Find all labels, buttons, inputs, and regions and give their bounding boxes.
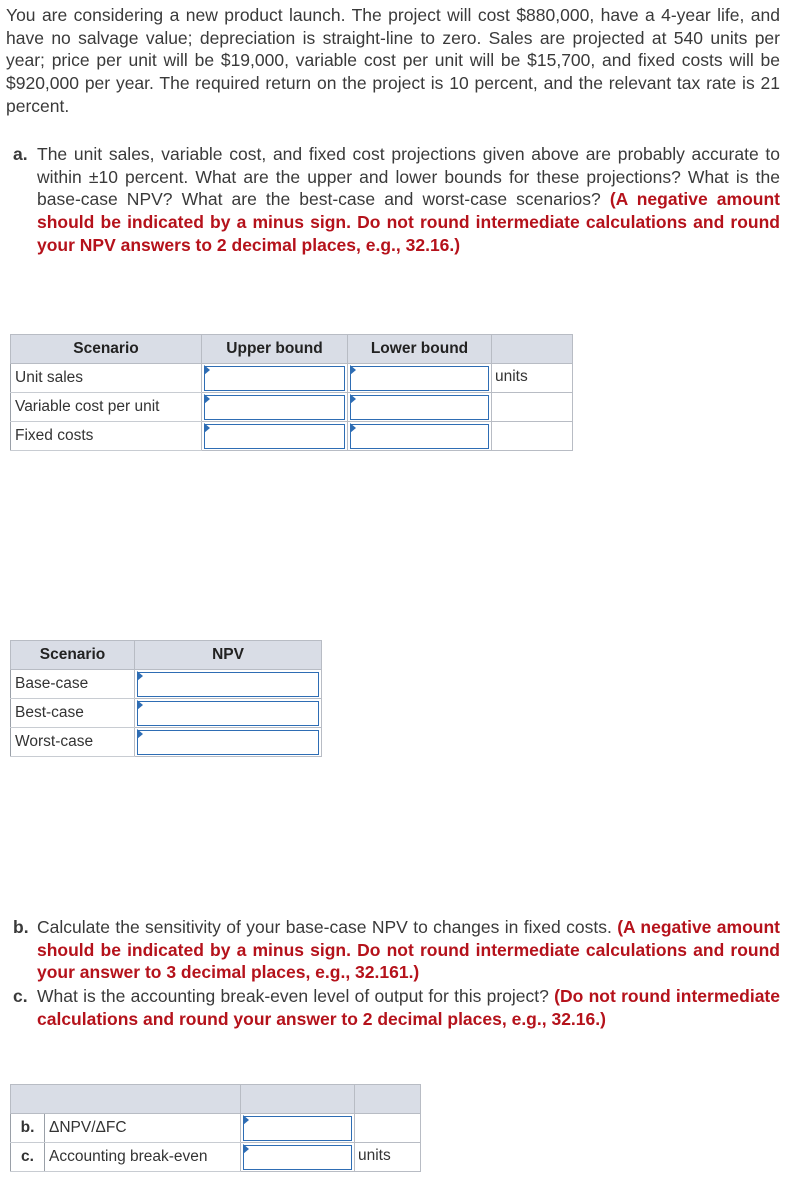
header-upper-bound: Upper bound bbox=[202, 335, 348, 364]
input-marker-icon bbox=[350, 365, 356, 375]
input-marker-icon bbox=[243, 1115, 249, 1125]
header-lower-bound: Lower bound bbox=[348, 335, 492, 364]
part-a-label: a. bbox=[13, 144, 28, 164]
header-units-blank bbox=[492, 335, 573, 364]
table-row bbox=[11, 1114, 421, 1143]
npv-header-npv: NPV bbox=[135, 641, 322, 670]
row-label-base-case: Base-case bbox=[11, 670, 135, 699]
part-b-label: b. bbox=[13, 917, 29, 937]
npv-table bbox=[10, 640, 322, 757]
delta-npv-fc-input[interactable] bbox=[243, 1116, 352, 1141]
question-part-b bbox=[13, 916, 780, 984]
table-row bbox=[11, 364, 573, 393]
table-row bbox=[11, 670, 322, 699]
answer-header-unit-blank bbox=[355, 1085, 421, 1114]
table-row bbox=[11, 728, 322, 757]
table-row bbox=[11, 1143, 421, 1172]
question-part-c bbox=[13, 985, 780, 1030]
table-row bbox=[11, 393, 573, 422]
row-label-fixed-costs: Fixed costs bbox=[11, 422, 202, 451]
row-label-unit-sales: Unit sales bbox=[11, 364, 202, 393]
unit-sales-lower-input[interactable] bbox=[350, 366, 489, 391]
fixed-costs-unit bbox=[492, 422, 573, 451]
input-marker-icon bbox=[204, 423, 210, 433]
problem-statement: You are considering a new product launch. The project will cost $880,000, have a 4-year life, and have no salvage value; depreciation is straight-line to zero. Sales are projected at 540 units per year; price per unit will be $19,000, variable cost per unit will be $15,700, and fixed costs will be $920,000 per year. The required return on the project is 10 percent, and the relevant tax rate is 21 percent. bbox=[6, 5, 780, 116]
variable-cost-upper-input[interactable] bbox=[204, 395, 345, 420]
part-b-instruction: (A negative amount should be indicated by a minus sign. Do not round intermediate calculations and round your answer to 3 decimal places, e.g., 32.161.) bbox=[37, 917, 780, 983]
row-letter-c: c. bbox=[11, 1143, 45, 1172]
row-label-best-case: Best-case bbox=[11, 699, 135, 728]
input-marker-icon bbox=[137, 700, 143, 710]
answer-header-value-blank bbox=[241, 1085, 355, 1114]
row-label-variable-cost: Variable cost per unit bbox=[11, 393, 202, 422]
unit-sales-upper-input[interactable] bbox=[204, 366, 345, 391]
input-marker-icon bbox=[204, 394, 210, 404]
table-row bbox=[11, 699, 322, 728]
row-label-delta-npv: ΔNPV/ΔFC bbox=[45, 1114, 241, 1143]
row-label-break-even: Accounting break-even bbox=[45, 1143, 241, 1172]
delta-npv-unit bbox=[355, 1114, 421, 1143]
part-b-text: Calculate the sensitivity of your base-case NPV to changes in fixed costs. bbox=[37, 917, 612, 937]
input-marker-icon bbox=[204, 365, 210, 375]
part-c-label: c. bbox=[13, 986, 28, 1006]
input-marker-icon bbox=[350, 394, 356, 404]
base-case-npv-input[interactable] bbox=[137, 672, 319, 697]
input-marker-icon bbox=[137, 671, 143, 681]
best-case-npv-input[interactable] bbox=[137, 701, 319, 726]
input-marker-icon bbox=[350, 423, 356, 433]
header-scenario: Scenario bbox=[11, 335, 202, 364]
bounds-table bbox=[10, 334, 573, 451]
answer-header-blank bbox=[11, 1085, 241, 1114]
break-even-input[interactable] bbox=[243, 1145, 352, 1170]
worst-case-npv-input[interactable] bbox=[137, 730, 319, 755]
variable-cost-lower-input[interactable] bbox=[350, 395, 489, 420]
question-part-a bbox=[13, 143, 780, 257]
npv-header-scenario: Scenario bbox=[11, 641, 135, 670]
row-letter-b: b. bbox=[11, 1114, 45, 1143]
variable-cost-unit bbox=[492, 393, 573, 422]
part-c-instruction: (Do not round intermediate calculations and round your answer to 2 decimal places, e.g., 32.16.) bbox=[37, 986, 780, 1029]
input-marker-icon bbox=[243, 1144, 249, 1154]
fixed-costs-upper-input[interactable] bbox=[204, 424, 345, 449]
input-marker-icon bbox=[137, 729, 143, 739]
fixed-costs-lower-input[interactable] bbox=[350, 424, 489, 449]
answer-table bbox=[10, 1084, 421, 1172]
break-even-unit: units bbox=[355, 1143, 421, 1172]
part-c-text: What is the accounting break-even level of output for this project? bbox=[37, 986, 549, 1006]
row-label-worst-case: Worst-case bbox=[11, 728, 135, 757]
part-a-text: The unit sales, variable cost, and fixed cost projections given above are probably accurate to within ±10 percent. What are the upper and lower bounds for these projections? What is the base-case NPV? What are the best-case and worst-case scenarios? bbox=[37, 144, 780, 210]
table-row bbox=[11, 422, 573, 451]
part-a-instruction: (A negative amount should be indicated by a minus sign. Do not round intermediate calculations and round your NPV answers to 2 decimal places, e.g., 32.16.) bbox=[37, 189, 781, 255]
unit-sales-unit: units bbox=[492, 364, 573, 393]
